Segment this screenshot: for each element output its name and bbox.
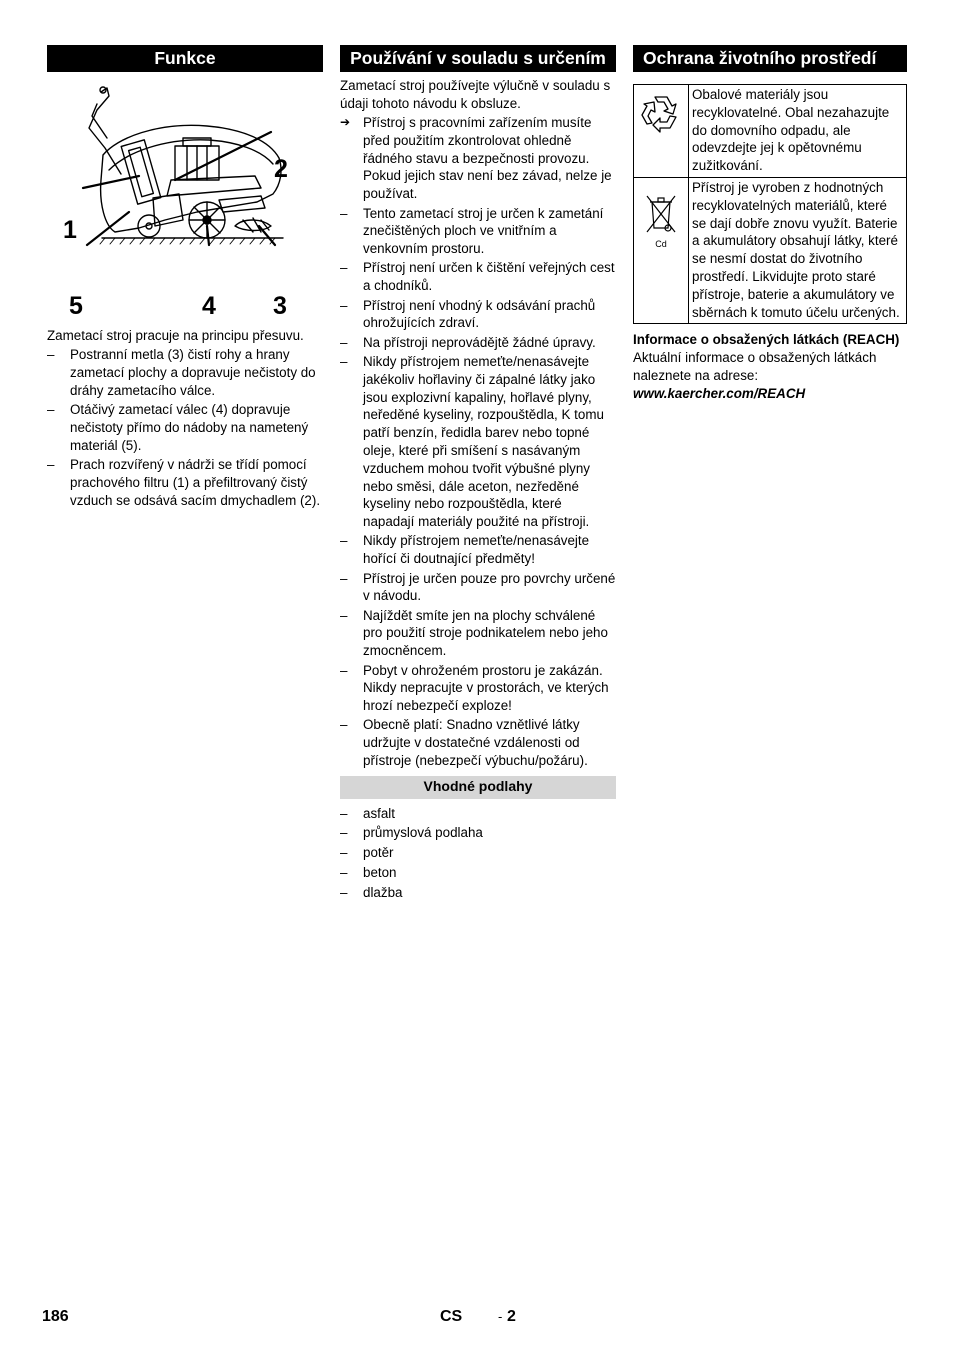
column-function [47,45,323,509]
section-title-intended-use: Používání v souladu s určením [340,45,616,72]
list-item: – Prach rozvířený v nádrži se třídí pomocí prachového filtru (1) a přefiltrovaný čistý vzduch se odsává sacím dmychadlem (2). [47,456,323,509]
list-item: – asfalt [340,805,616,823]
figure-label-5: 5 [69,292,83,320]
list-item: – potěr [340,844,616,862]
column-environment [633,45,907,403]
reach-title: Informace o obsažených látkách (REACH) [633,332,900,348]
list-item: – Nikdy přístrojem nemeťte/nenasávejte jakékoliv hořlaviny či zápalné látky jako jsou explozivní kapaliny, hořlavé plyny, neředěné kyseliny, rozpouštědla, K tomu patří benzín, ředidla barev nebo topné oleje, které při smíšení s nasávaným vzduchem mohou tvořit výbušné plyny nebo směsi, dále aceton, nezředěné kyseliny nebo rozpouštědla, které napadají materiály použité na přístroji. [340,353,616,531]
reach-text: Aktuální informace o obsažených látkách naleznete na adrese: [633,350,877,383]
table-row [634,177,907,323]
language-code: CS [440,1308,463,1325]
function-intro: Zametací stroj pracuje na principu přesuvu. [47,328,304,343]
section-title-environment: Ochrana životního prostředí [633,45,907,72]
list-item: – Nikdy přístrojem nemeťte/nenasávejte hořící či doutnající předměty! [340,532,616,568]
page-number: 186 [42,1308,69,1325]
figure-label-3: 3 [273,292,287,320]
recycling-text: Obalové materiály jsou recyklovatelné. Obal nezahazujte do domovního odpadu, ale odevzdejte jej k opětovnému zužitkování. [689,85,907,178]
list-item: – Obecně platí: Snadno vznětlivé látky udržujte v dostatečné vzdálenosti od přístroje (nebezpečí výbuchu/požáru). [340,716,616,769]
section-title-function: Funkce [47,45,323,72]
environment-table [633,84,907,324]
list-item: – beton [340,864,616,882]
footer-subpage: 2 [507,1308,516,1325]
intended-use-list [340,114,616,770]
list-item: – Otáčivý zametací válec (4) dopravuje nečistoty přímo do nádoby na nametený materiál (5). [47,401,323,454]
recycle-icon [639,91,683,135]
icon-cell [634,85,689,178]
list-item: – Přístroj není vhodný k odsávání prachů ohrožujících zdraví. [340,297,616,333]
cadmium-label: Cd [655,238,667,249]
list-item: – Pobyt v ohroženém prostoru je zakázán. Nikdy nepracujte v prostorách, ve kterých hrozí nebezpečí exploze! [340,662,616,715]
icon-cell [634,177,689,323]
floors-list [340,805,616,902]
list-item: – Tento zametací stroj je určen k zametání znečištěných ploch ve vnitřním a venkovním prostoru. [340,205,616,258]
list-item: – průmyslová podlaha [340,824,616,842]
disposal-text: Přístroj je vyroben z hodnotných recyklovatelných materiálů, které se dají dobře znovu využít. Baterie a akumulátory obsahují látky, které se nesmí dostat do životního prostředí. Likvidujte proto staré přístroje, baterie a akumulátory ve sběrnách k tomuto účelu určených. [689,177,907,323]
column-intended-use [340,45,616,902]
list-item: – Najíždět smíte jen na plochy schválené pro použití stroje podnikatelem nebo jeho zmocněncem. [340,607,616,660]
list-item: – Přístroj není určen k čištění veřejných cest a chodníků. [340,259,616,295]
function-list [47,346,323,509]
table-row [634,85,907,178]
figure-label-2: 2 [274,155,288,183]
list-item: – Přístroj je určen pouze pro povrchy určené v návodu. [340,570,616,606]
sweeper-figure [47,80,323,320]
figure-label-4: 4 [202,292,216,320]
list-item: – Na přístroji neprovádějtě žádné úpravy. [340,334,616,352]
footer-dash: - [498,1309,503,1324]
subheading-floors: Vhodné podlahy [340,776,616,799]
reach-link[interactable]: www.kaercher.com/REACH [633,385,806,401]
list-item: – dlažba [340,884,616,902]
list-item: – Postranní metla (3) čistí rohy a hrany zametací plochy a dopravuje nečistoty do dráhy zametacího válce. [47,346,323,399]
crossed-bin-icon [643,192,679,238]
figure-label-1: 1 [63,216,77,244]
intended-use-intro: Zametací stroj používejte výlučně v souladu s údaji tohoto návodu k obsluze. [340,78,611,111]
warning-item: ➔ Přístroj s pracovními zařízením musíte před použitím zkontrolovat ohledně řádného stavu a bezpečnosti provozu. Pokud jejich stav není bez závad, nelze je používat. [340,114,616,203]
